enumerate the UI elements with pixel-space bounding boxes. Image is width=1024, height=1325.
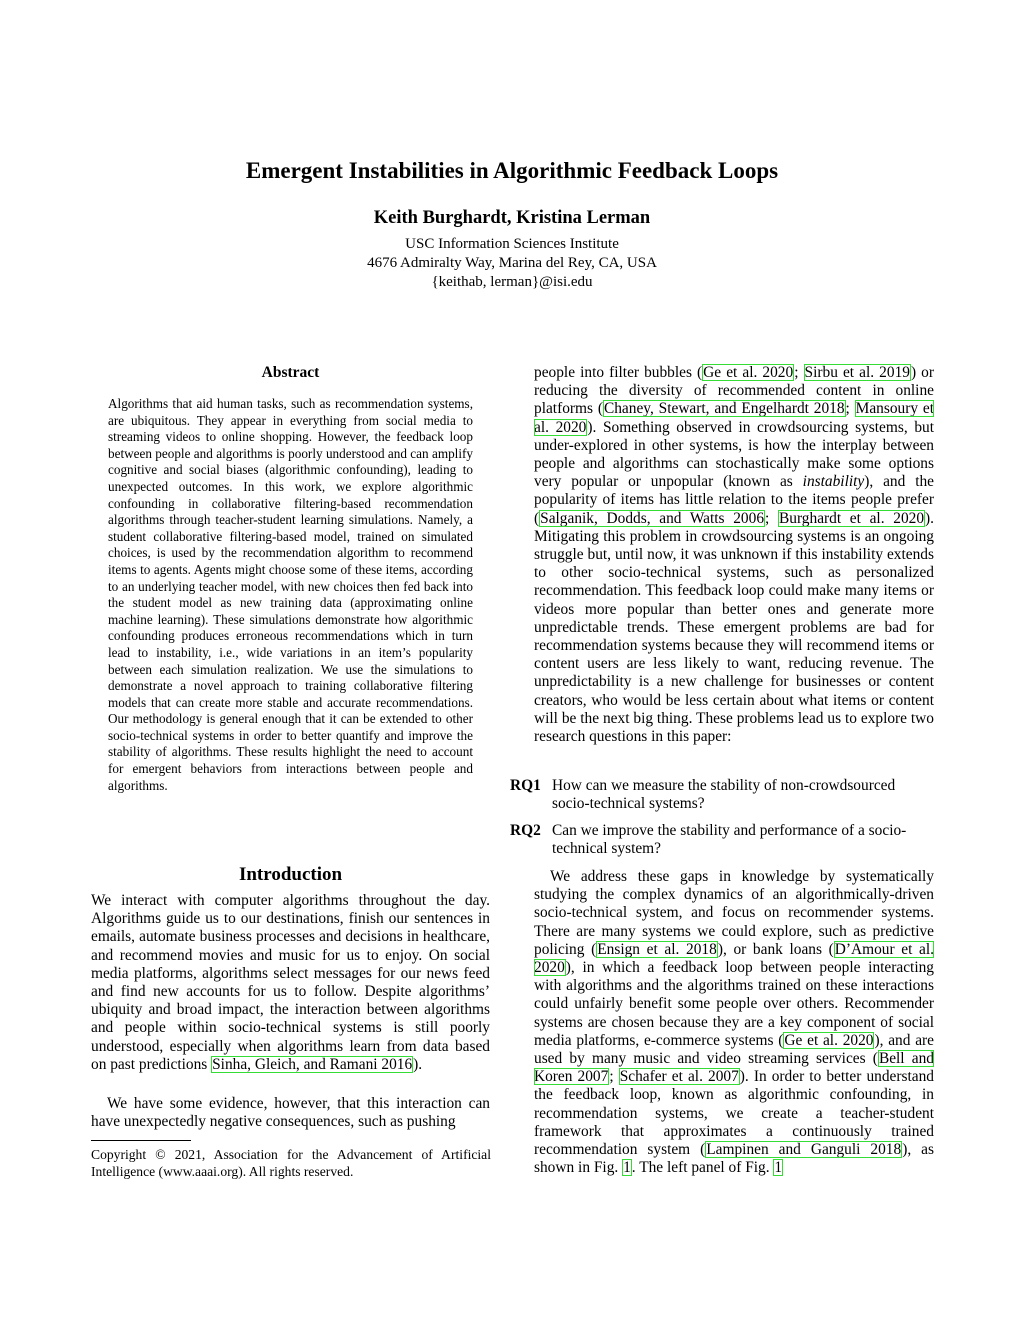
introduction-paragraph-2: We have some evidence, however, that this interaction can have unexpectedly negative consequences, such as pushing	[91, 1095, 490, 1131]
text-span: ), or bank loans (	[717, 940, 834, 958]
research-question-2	[510, 822, 934, 858]
text-span: ). In order to better understand the feedback loop, known as algorithmic confounding, in recommendation systems, we create a teacher-student framework that approximates a continuously trained recommendation system (	[534, 1068, 934, 1159]
emphasis-instability: instability	[802, 473, 865, 491]
citation-mansoury[interactable]: Mansoury et al. 2020	[534, 400, 934, 436]
rq2-text: Can we improve the stability and performance of a socio-technical system?	[552, 822, 907, 858]
citation-ge-2020[interactable]: Ge et al. 2020	[703, 364, 794, 381]
citation-damour[interactable]: D’Amour et al. 2020	[534, 940, 935, 977]
intro-p1-text: We interact with computer algorithms throughout the day. Algorithms guide us to our destinations, finish our sentences in emails, automate business processes and decisions in healthcare, and recommend movies and music for us to enjoy. On social media platforms, algorithms select messages for our news feed and find new accounts for us to follow. Despite algorithms’ ubiquity and broad impact, the interaction between algorithms and people within socio-technical systems is still poorly understood, especially when algorithms learn from data based on past predictions	[91, 892, 490, 1073]
rq2-label: RQ2	[510, 822, 541, 839]
citation-chaney[interactable]: Chaney, Stewart, and Engelhardt 2018	[603, 400, 845, 418]
text-span: ) or reducing the diversity of recommended content in online platforms (	[534, 364, 934, 418]
citation-burghardt[interactable]: Burghardt et al. 2020	[779, 509, 925, 527]
text-span: . The left panel of Fig.	[631, 1159, 774, 1177]
text-span: ), in which a feedback loop between people interacting with algorithms and the algorithms trained on these interactions could unfairly benefit some people over others. Recommender systems are chosen because they are a key component of social media platforms, e-commerce systems (	[534, 959, 934, 1049]
rq1-text: How can we measure the stability of non-crowdsourced socio-technical systems?	[552, 777, 896, 813]
text-span: ;	[609, 1068, 619, 1086]
text-span: people into filter bubbles (	[534, 364, 703, 381]
text-span: ;	[794, 364, 804, 381]
citation-ge-2020-b[interactable]: Ge et al. 2020	[784, 1031, 874, 1049]
affiliation-institute: USC Information Sciences Institute	[405, 236, 619, 252]
research-question-1	[510, 777, 934, 813]
right-paragraph-1	[534, 364, 934, 746]
copyright-footnote: Copyright © 2021, Association for the Advancement of Artificial Intelligence (www.aaai.org). All rights reserved.	[91, 1147, 491, 1179]
introduction-heading: Introduction	[238, 864, 343, 885]
text-span: ). Mitigating this problem in crowdsourcing systems is an ongoing struggle but, until now, it was unknown if this instability extends to other socio-technical systems, such as personalized recommendation. This feedback loop could make many items or videos more popular than better ones and generate more unpredictable trends. These emergent problems are bad for recommendation systems because they will recommend items or content users are less likely to want, reducing revenue. The unpredictability is a new challenge for businesses or content creators, who would be less certain about what items or content will be the next big thing. These problems lead us to explore two research questions in this paper:	[534, 509, 935, 746]
citation-bell-koren[interactable]: Bell and Koren 2007	[534, 1050, 935, 1086]
introduction-paragraph-1	[91, 892, 490, 1074]
intro-p1-end: ).	[413, 1055, 423, 1073]
rq1-label: RQ1	[510, 777, 541, 794]
text-span: ;	[845, 400, 855, 418]
footnote-rule	[91, 1140, 191, 1141]
citation-ensign[interactable]: Ensign et al. 2018	[597, 940, 717, 958]
text-span: ). Something observed in crowdsourcing systems, but under-explored in other systems, is how the interplay between people and algorithms can stochastically make some options very popular or unpopular (known as	[534, 418, 934, 491]
citation-salganik[interactable]: Salganik, Dodds, and Watts 2006	[540, 509, 765, 527]
text-span: ), and are used by many music and video streaming services (	[534, 1031, 934, 1068]
figure-ref-1[interactable]: 1	[623, 1159, 631, 1177]
paper-authors: Keith Burghardt, Kristina Lerman	[373, 208, 651, 228]
paper-title: Emergent Instabilities in Algorithmic Feedback Loops	[245, 158, 779, 183]
text-span: We address these gaps in knowledge by systematically studying the complex dynamics of an algorithmically-driven socio-technical system, and focus on recommender systems. There are many systems we could explore, such as predictive policing (	[534, 868, 934, 958]
citation-schafer[interactable]: Schafer et al. 2007	[619, 1068, 739, 1086]
abstract-heading: Abstract	[261, 364, 320, 381]
affiliation-address: 4676 Admiralty Way, Marina del Rey, CA, USA	[367, 255, 657, 271]
affiliation-email: {keithab, lerman}@isi.edu	[431, 274, 593, 290]
text-span: ), as shown in Fig.	[534, 1141, 934, 1177]
text-span: ), and the popularity of items has little relation to the items people prefer (	[534, 473, 934, 527]
abstract-text: Algorithms that aid human tasks, such as recommendation systems, are ubiquitous. They appear in everything from social media to streaming videos to online shopping. However, the feedback loop between people and algorithms is poorly understood and can amplify cognitive and social biases (algorithmic confounding), leading to unexpected outcomes. In this work, we explore algorithmic confounding in collaborative filtering-based recommendation algorithms through teacher-student learning simulations. Namely, a student collaborative filtering-based model, trained on simulated choices, is used by the recommendation algorithm to recommend items to agents. Agents might choose some of these items, according to an underlying teacher model, with new choices then fed back into the student model as new training data (approximating online machine learning). These simulations demonstrate how algorithmic confounding produces erroneous recommendations which in turn lead to instability, i.e., wide variations in an item’s popularity between each simulation realization. We use the simulations to demonstrate a novel approach to training collaborative filtering models that can create more stable and accurate recommendations. Our methodology is general enough that it can be extended to other socio-technical systems in order to better quantify and improve the stability of algorithms. These results highlight the need to account for emergent behaviors from interactions between people and algorithms.	[108, 396, 473, 793]
right-paragraph-2	[534, 868, 934, 1177]
text-span: ;	[765, 509, 778, 527]
citation-sinha[interactable]: Sinha, Gleich, and Ramani 2016	[212, 1055, 413, 1073]
figure-ref-1-b[interactable]: 1	[774, 1159, 783, 1177]
citation-lampinen[interactable]: Lampinen and Ganguli 2018	[706, 1141, 902, 1159]
citation-sirbu[interactable]: Sirbu et al. 2019	[804, 364, 910, 381]
